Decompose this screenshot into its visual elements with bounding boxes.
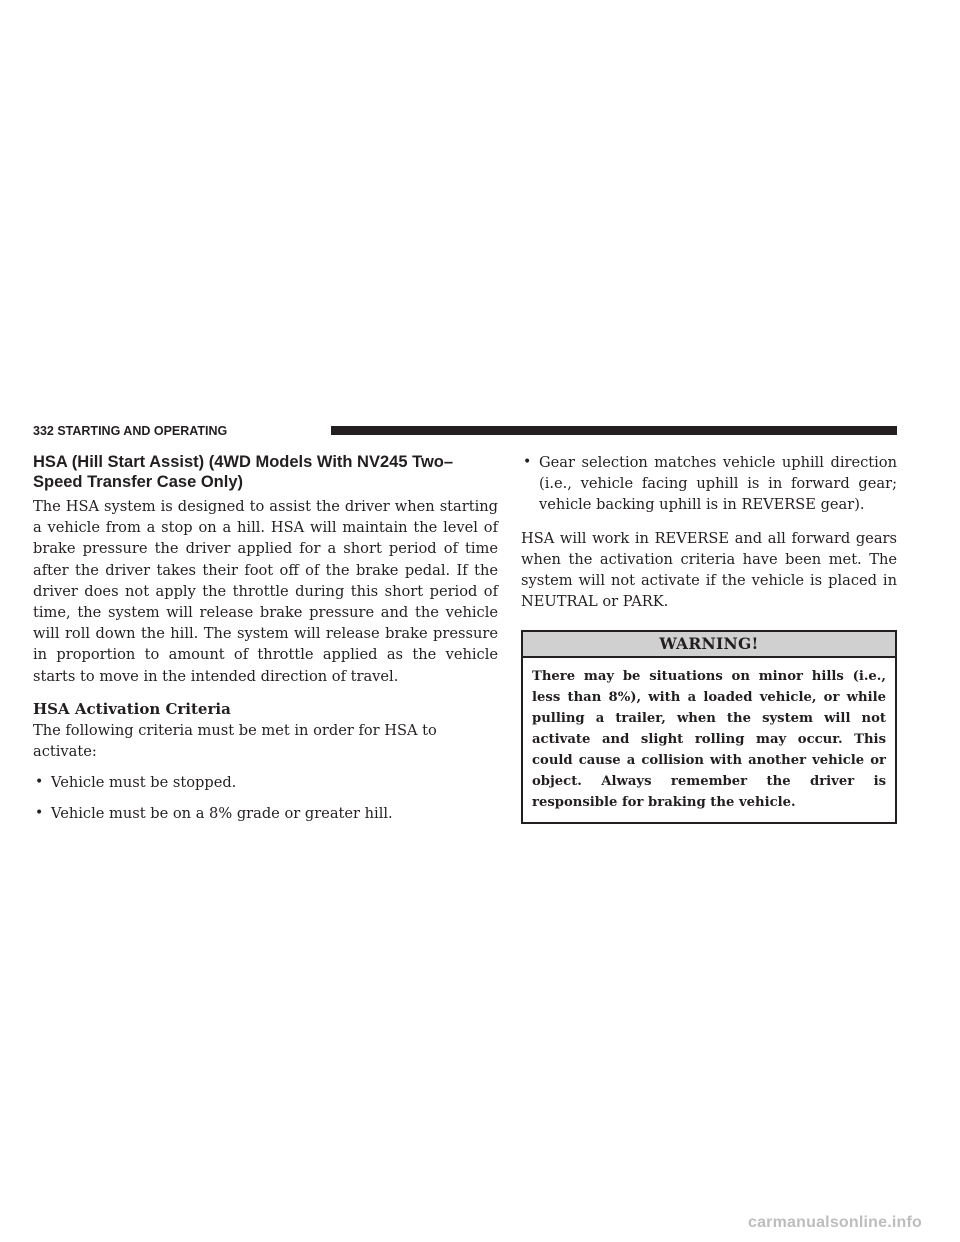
header-rule [331, 426, 897, 435]
warning-text: There may be situations on minor hills (i.e., less than 8%), with a loaded vehicle, or while pulling a trailer, when the system will not activate and slight rolling may occur. This could cause a collision with another vehicle or object. Always remember the driver is responsible for braking the vehicle. [532, 669, 886, 811]
criteria-heading: HSA Activation Criteria [33, 699, 231, 718]
bullet-icon: • [35, 774, 44, 791]
gears-paragraph: HSA will work in REVERSE and all forward gears when the activation criteria have been met. The system will not activate if the vehicle is placed in NEUTRAL or PARK. [521, 529, 897, 611]
watermark: carmanualsonline.info [747, 1214, 922, 1231]
list-item-text: Gear selection matches vehicle uphill direction (i.e., vehicle facing uphill is in forward gear; vehicle backing uphill is in REVERSE gear). [539, 454, 897, 514]
section-title: HSA (Hill Start Assist) (4WD Models With NV245 Two–Speed Transfer Case Only) [33, 453, 454, 491]
page-header [33, 423, 897, 439]
right-column [521, 452, 897, 824]
list-item-text: Vehicle must be on a 8% grade or greater hill. [51, 805, 393, 823]
list-item-text: Vehicle must be stopped. [51, 774, 237, 792]
criteria-list-continued [521, 452, 897, 516]
list-item [33, 803, 498, 824]
bullet-icon: • [35, 805, 44, 822]
criteria-intro: The following criteria must be met in order for HSA to activate: [33, 721, 437, 761]
left-column [33, 452, 498, 825]
list-item [521, 452, 897, 516]
bullet-icon: • [523, 454, 532, 470]
intro-paragraph: The HSA system is designed to assist the driver when starting a vehicle from a stop on a hill. HSA will maintain the level of brake pressure the driver applied for a short period of time after the driver takes their foot off of the brake pedal. If the driver does not apply the throttle during this short period of time, the system will release brake pressure and the vehicle will roll down the hill. The system will release brake pressure in proportion to amount of throttle applied as the vehicle starts to move in the intended direction of travel. [33, 498, 498, 685]
page-number-label: 332 STARTING AND OPERATING [33, 424, 228, 438]
warning-title: WARNING! [523, 632, 895, 658]
criteria-list [33, 772, 498, 824]
list-item [33, 772, 498, 793]
warning-box [521, 630, 897, 824]
